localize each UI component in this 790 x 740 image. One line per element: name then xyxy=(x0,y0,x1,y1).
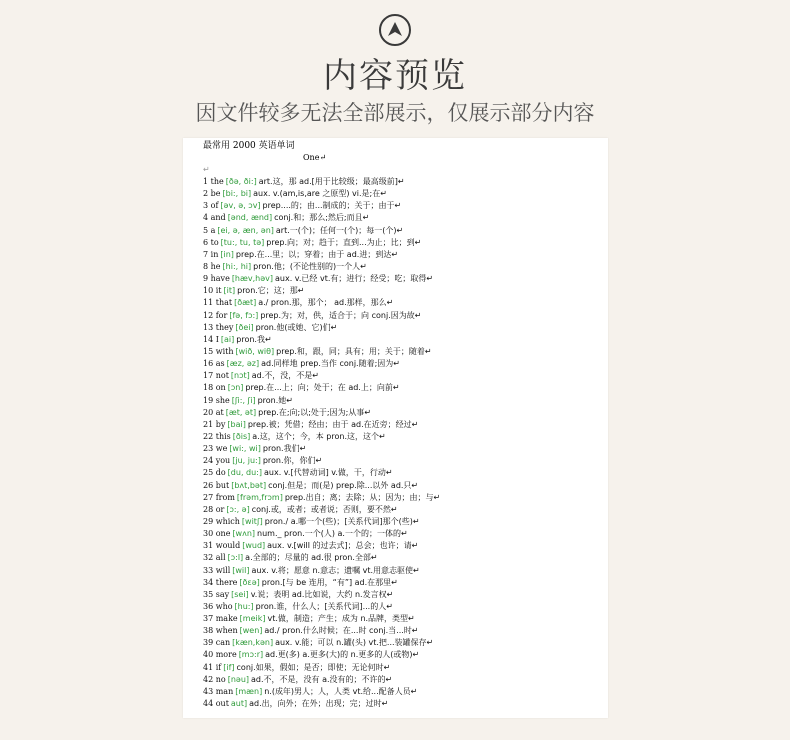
word-entry xyxy=(203,480,603,492)
word-definition: pron.[与 be 连用，“有”] ad.在那里↵ xyxy=(261,577,398,587)
word-definition: aux. v.能；可以 n.罐(头) vt.把...装罐保存↵ xyxy=(275,638,434,648)
word-phonetic: [meik] xyxy=(239,614,266,624)
word-definition: pron.你，你们↵ xyxy=(262,456,323,466)
word-number: 41 if xyxy=(203,662,222,672)
word-definition: art.这，那 ad.[用于比较级；最高级前]↵ xyxy=(258,177,405,186)
word-phonetic: [nəu] xyxy=(227,674,250,684)
word-entry xyxy=(203,492,603,504)
document-title: 最常用 2000 英语单词 xyxy=(203,141,295,151)
word-number: 43 man xyxy=(203,686,234,696)
word-definition: aux. v.已经 vt.有；进行；经受；吃；取得↵ xyxy=(274,274,434,284)
page-title: 内容预览 xyxy=(323,56,467,96)
word-entry xyxy=(203,589,603,601)
word-phonetic: [ɔn] xyxy=(227,383,244,393)
word-phonetic: [bʌt,bət] xyxy=(231,480,267,490)
word-definition: conj.和；那么;然后;而且↵ xyxy=(274,213,370,223)
word-entry xyxy=(203,249,603,261)
paragraph-mark: ↵ xyxy=(203,165,210,174)
word-phonetic: [frəm,frɔm] xyxy=(236,492,283,502)
word-definition: pron.谁，什么人；[关系代词]...的人↵ xyxy=(255,601,393,611)
word-entry xyxy=(203,419,603,431)
word-definition: pron.它；这；那↵ xyxy=(237,286,305,296)
word-number: 36 who xyxy=(203,601,233,611)
word-phonetic: [mɔ:r] xyxy=(238,650,264,660)
word-phonetic: [ðə, ði:] xyxy=(225,177,257,186)
word-phonetic: [æt, ət] xyxy=(225,407,257,417)
page-subtitle: 因文件较多无法全部展示，仅展示部分内容 xyxy=(195,101,595,125)
word-entry xyxy=(203,273,603,285)
word-definition: ad./ pron.什么时候；在...时 conj.当...时↵ xyxy=(264,626,419,636)
word-entry xyxy=(203,565,603,577)
word-definition: aux. v.[will 的过去式]；总会；也许；请↵ xyxy=(267,541,419,551)
word-definition: ad.不，没，不是↵ xyxy=(251,371,319,381)
word-definition: prep.在...里；以；穿着；由于 ad.进；到达↵ xyxy=(235,249,399,259)
word-phonetic: [tu:, tu, tə] xyxy=(220,237,265,247)
word-entry xyxy=(203,613,603,625)
word-phonetic: [wi:, wi] xyxy=(229,444,261,454)
word-number: 29 which xyxy=(203,516,240,526)
word-entry xyxy=(203,407,603,419)
word-number: 21 by xyxy=(203,419,226,429)
document-section: One↵ xyxy=(303,153,327,162)
word-entry xyxy=(203,674,603,686)
word-phonetic: [kæn,kən] xyxy=(232,638,274,648)
word-entry xyxy=(203,261,603,273)
word-entry xyxy=(203,310,603,322)
word-number: 3 of xyxy=(203,201,219,211)
word-number: 10 it xyxy=(203,286,222,296)
word-definition: num._ pron.一个(人) a.一个的；一体的↵ xyxy=(257,529,408,539)
word-definition: conj.或，或者；或者说；否则，要不然↵ xyxy=(251,504,398,514)
word-definition: conj.但是；而(是) prep.除...以外 ad.只↵ xyxy=(268,480,419,490)
word-number: 7 in xyxy=(203,249,219,259)
word-entry xyxy=(203,358,603,370)
word-definition: a./ pron.那，那个； ad.那样，那么↵ xyxy=(258,298,394,308)
word-phonetic: [ðei] xyxy=(235,322,254,332)
word-number: 12 for xyxy=(203,310,228,320)
word-entry xyxy=(203,698,603,710)
word-phonetic: [wen] xyxy=(239,626,263,636)
word-number: 2 be xyxy=(203,189,221,199)
word-entry xyxy=(203,528,603,540)
word-phonetic: [ei, ə, æn, ən] xyxy=(217,225,274,235)
word-entry xyxy=(203,212,603,224)
word-definition: a.全部的；尽量的 ad.很 pron.全部↵ xyxy=(245,553,378,563)
word-entry xyxy=(203,443,603,455)
word-phonetic: [bai] xyxy=(227,419,246,429)
word-entry xyxy=(203,577,603,589)
word-phonetic: [sei] xyxy=(231,589,249,599)
word-number: 35 say xyxy=(203,589,230,599)
word-entry xyxy=(203,649,603,661)
word-number: 25 do xyxy=(203,468,226,478)
document-preview xyxy=(183,138,608,718)
word-phonetic: [ənd, ænd] xyxy=(227,213,273,223)
word-number: 1 the xyxy=(203,177,224,186)
arrow-up-circle-icon xyxy=(379,14,411,46)
word-phonetic: [mæn] xyxy=(235,686,263,696)
word-number: 16 as xyxy=(203,359,225,369)
word-entry xyxy=(203,455,603,467)
word-phonetic: [it] xyxy=(223,286,236,296)
word-phonetic: [ðæt] xyxy=(234,298,257,308)
word-phonetic: [ɔ:, ə] xyxy=(226,504,250,514)
word-number: 44 out xyxy=(203,699,229,709)
word-number: 13 they xyxy=(203,322,234,332)
word-definition: prep....的；由...制成的；关于；由于↵ xyxy=(262,201,402,211)
word-entry xyxy=(203,334,603,346)
word-number: 5 a xyxy=(203,225,216,235)
word-phonetic: [ɔ:l] xyxy=(227,553,244,563)
word-number: 14 I xyxy=(203,334,219,344)
word-definition: pron.我↵ xyxy=(236,334,272,344)
word-entry xyxy=(203,431,603,443)
word-phonetic: [ju, ju:] xyxy=(232,456,261,466)
word-entry xyxy=(203,200,603,212)
word-number: 11 that xyxy=(203,298,233,308)
word-definition: prep.被；凭借；经由；由于 ad.在近旁；经过↵ xyxy=(247,419,419,429)
word-entry xyxy=(203,637,603,649)
word-number: 39 can xyxy=(203,638,231,648)
word-number: 15 with xyxy=(203,346,234,356)
word-number: 32 all xyxy=(203,553,226,563)
word-phonetic: [ðɛə] xyxy=(239,577,260,587)
word-number: 31 would xyxy=(203,541,241,551)
word-entry xyxy=(203,601,603,613)
word-number: 22 this xyxy=(203,431,231,441)
word-definition: prep.出自；离；去除；从；因为；由；与↵ xyxy=(284,492,441,502)
word-definition: aux. v.将；愿意 n.意志；遗嘱 vt.用意志驱使↵ xyxy=(251,565,420,575)
word-entry xyxy=(203,382,603,394)
word-number: 34 there xyxy=(203,577,238,587)
word-definition: a.这，这个；今，本 pron.这，这个↵ xyxy=(252,431,386,441)
word-number: 42 no xyxy=(203,674,226,684)
word-entry xyxy=(203,188,603,200)
word-definition: aux. v.[代替动词] v.做，干，行动↵ xyxy=(264,468,393,478)
word-phonetic: [wið, wiθ] xyxy=(235,346,275,356)
word-entry xyxy=(203,237,603,249)
word-definition: pron.她↵ xyxy=(257,395,293,405)
word-number: 17 not xyxy=(203,371,229,381)
word-phonetic: [bi:, bi] xyxy=(222,189,252,199)
word-entry xyxy=(203,322,603,334)
word-entry xyxy=(203,686,603,698)
word-entry xyxy=(203,395,603,407)
word-definition: prep.为；对，供，适合于；向 conj.因为故↵ xyxy=(260,310,422,320)
word-phonetic: [ʃi:, ʃi] xyxy=(231,395,256,405)
word-number: 27 from xyxy=(203,492,235,502)
word-entry xyxy=(203,625,603,637)
word-number: 37 make xyxy=(203,614,238,624)
word-phonetic: [if] xyxy=(223,662,235,672)
word-number: 18 on xyxy=(203,383,226,393)
word-entry xyxy=(203,346,603,358)
word-number: 4 and xyxy=(203,213,226,223)
word-phonetic: [hu:] xyxy=(234,601,254,611)
word-number: 38 when xyxy=(203,626,238,636)
word-phonetic: [fə, fɔ:] xyxy=(229,310,259,320)
word-phonetic: [hæv,həv] xyxy=(231,274,273,284)
word-phonetic: [wʌn] xyxy=(232,529,256,539)
word-phonetic: [wud] xyxy=(242,541,266,551)
word-definition: pron./ a.哪一个(些)；[关系代词]那个(些)↵ xyxy=(264,516,420,526)
word-definition: aux. v.(am,is,are 之原型) vi.是;在↵ xyxy=(253,189,387,199)
word-definition: art.一(个)；任何一(个)；每一(个)↵ xyxy=(275,225,404,235)
word-definition: ad.更(多) a.更多(大)的 n.更多的人(或物)↵ xyxy=(265,650,420,660)
word-list xyxy=(203,176,603,710)
word-phonetic: [nɔt] xyxy=(230,371,250,381)
word-phonetic: [hi:, hi] xyxy=(222,261,252,271)
word-number: 40 more xyxy=(203,650,237,660)
word-phonetic: [æz, əz] xyxy=(226,359,260,369)
word-phonetic: [du, du:] xyxy=(227,468,262,478)
word-definition: ad.出，向外；在外；出现；完；过时↵ xyxy=(249,699,389,709)
word-phonetic: [in] xyxy=(220,249,234,259)
word-entry xyxy=(203,516,603,528)
word-definition: pron.他(或她、它)们↵ xyxy=(255,322,338,332)
word-number: 26 but xyxy=(203,480,230,490)
word-number: 30 one xyxy=(203,529,231,539)
word-entry xyxy=(203,225,603,237)
word-number: 9 have xyxy=(203,274,230,284)
word-number: 8 he xyxy=(203,261,221,271)
word-entry xyxy=(203,285,603,297)
word-definition: prep.在;向;以;处于;因为;从事↵ xyxy=(258,407,372,417)
word-entry xyxy=(203,552,603,564)
word-definition: prep.和，跟，同；具有；用；关于；随着↵ xyxy=(276,346,432,356)
word-phonetic: [wil] xyxy=(232,565,250,575)
word-entry xyxy=(203,540,603,552)
word-definition: v.说；表明 ad.比如说，大约 n.发言权↵ xyxy=(250,589,394,599)
word-phonetic: [ai] xyxy=(220,334,235,344)
word-entry xyxy=(203,662,603,674)
word-phonetic: aut] xyxy=(230,699,248,709)
word-definition: ad.同样地 prep.当作 conj.随着;因为↵ xyxy=(261,359,400,369)
word-phonetic: [ðis] xyxy=(232,431,251,441)
word-entry xyxy=(203,467,603,479)
word-phonetic: [witʃ] xyxy=(241,516,263,526)
word-number: 28 or xyxy=(203,504,225,514)
word-entry xyxy=(203,297,603,309)
word-phonetic: [əv, ə, ɔv] xyxy=(220,201,261,211)
word-definition: pron.他；(不论性别的)一个人↵ xyxy=(253,261,367,271)
word-number: 19 she xyxy=(203,395,230,405)
preview-header xyxy=(0,0,790,135)
word-number: 23 we xyxy=(203,444,228,454)
word-definition: ad.不，不是，没有 a.没有的；不许的↵ xyxy=(251,674,393,684)
word-entry xyxy=(203,370,603,382)
word-definition: prep.在...上；向；处于；在 ad.上；向前↵ xyxy=(245,383,400,393)
word-number: 20 at xyxy=(203,407,224,417)
word-number: 24 you xyxy=(203,456,231,466)
word-definition: vt.做，制造；产生；成为 n.品牌，类型↵ xyxy=(267,614,415,624)
word-number: 6 to xyxy=(203,237,219,247)
word-definition: prep.向；对；趋于；直到...为止；比；到↵ xyxy=(266,237,422,247)
word-definition: conj.如果，假如；是否；即使；无论何时↵ xyxy=(236,662,391,672)
word-definition: pron.我们↵ xyxy=(262,444,307,454)
word-definition: n.(成年)男人；人，人类 vt.给...配备人员↵ xyxy=(264,686,418,696)
word-number: 33 will xyxy=(203,565,231,575)
word-entry xyxy=(203,504,603,516)
word-entry xyxy=(203,176,603,188)
